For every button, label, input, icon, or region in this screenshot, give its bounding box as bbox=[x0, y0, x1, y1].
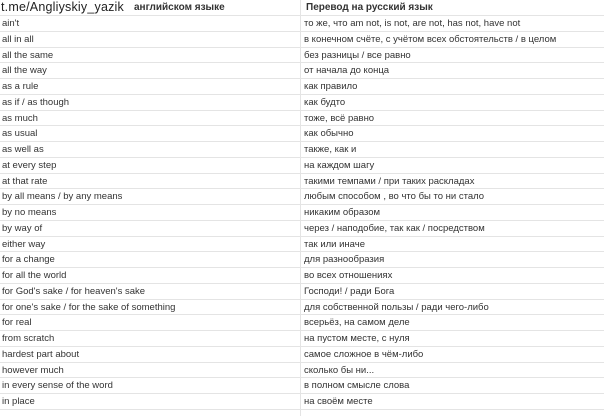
table-header bbox=[0, 0, 604, 16]
table-row bbox=[0, 158, 604, 174]
english-phrase: in place bbox=[2, 396, 35, 407]
russian-translation: в полном смысле слова bbox=[304, 380, 410, 392]
russian-translation: самое сложное в чём-либо bbox=[304, 348, 424, 360]
english-phrase: as well as bbox=[2, 144, 44, 155]
russian-translation: от начала до конца bbox=[304, 65, 390, 77]
english-phrase: as usual bbox=[2, 128, 38, 140]
russian-translation: как обычно bbox=[304, 128, 354, 140]
russian-translation: тоже, всё равно bbox=[304, 112, 375, 124]
table-row bbox=[0, 378, 604, 394]
table-row bbox=[0, 174, 604, 190]
russian-translation: любым способом , во что бы то ни стало bbox=[304, 191, 485, 203]
table-row bbox=[0, 331, 604, 347]
russian-translation: то же, что am not, is not, are not, has not, have not bbox=[304, 18, 521, 29]
russian-translation: для собственной пользы / ради чего-либо bbox=[304, 301, 489, 313]
table-row bbox=[0, 347, 604, 363]
table-row bbox=[0, 126, 604, 142]
english-phrase: by all means / by any means bbox=[2, 191, 123, 203]
english-phrase: for all the world bbox=[2, 270, 67, 281]
english-phrase: hardest part about bbox=[2, 348, 80, 360]
russian-translation: всерьёз, на самом деле bbox=[304, 317, 410, 329]
table-row bbox=[0, 79, 604, 95]
russian-translation: такими темпами / при таких раскладах bbox=[304, 175, 475, 187]
table-row bbox=[0, 284, 604, 300]
russian-translation: на своём месте bbox=[304, 396, 373, 407]
header-russian: Перевод на русский язык bbox=[306, 2, 433, 13]
table-row bbox=[0, 221, 604, 237]
english-phrase: by way of bbox=[2, 222, 43, 234]
table-row bbox=[0, 252, 604, 268]
table-row bbox=[0, 363, 604, 379]
table-row bbox=[0, 32, 604, 48]
table-row bbox=[0, 142, 604, 158]
english-phrase: at every step bbox=[2, 159, 57, 171]
english-phrase: for a change bbox=[2, 254, 55, 266]
table-row bbox=[0, 48, 604, 64]
table-row bbox=[0, 63, 604, 79]
english-phrase: all the same bbox=[2, 49, 54, 61]
english-phrase: either way bbox=[2, 238, 46, 250]
russian-translation: также, как и bbox=[304, 144, 357, 155]
phrase-table bbox=[0, 16, 604, 410]
russian-translation: никаким образом bbox=[304, 207, 381, 218]
table-row bbox=[0, 111, 604, 127]
english-phrase: however much bbox=[2, 364, 64, 376]
header-english: английском языке bbox=[134, 2, 225, 13]
english-phrase: all the way bbox=[2, 65, 47, 77]
russian-translation: на каждом шагу bbox=[304, 159, 375, 171]
russian-translation: в конечном счёте, с учётом всех обстоятельств / в целом bbox=[304, 33, 557, 45]
table-row bbox=[0, 394, 604, 410]
table-row bbox=[0, 205, 604, 221]
table-row bbox=[0, 268, 604, 284]
russian-translation: без разницы / все равно bbox=[304, 49, 411, 61]
watermark: t.me/Angliyskiy_yazik bbox=[1, 0, 124, 14]
english-phrase: in every sense of the word bbox=[2, 380, 113, 392]
russian-translation: для разнообразия bbox=[304, 254, 385, 266]
russian-translation: как правило bbox=[304, 81, 358, 92]
english-phrase: for real bbox=[2, 317, 32, 329]
english-phrase: for one's sake / for the sake of something bbox=[2, 301, 176, 313]
english-phrase: at that rate bbox=[2, 175, 48, 187]
english-phrase: as much bbox=[2, 112, 38, 124]
english-phrase: all in all bbox=[2, 33, 34, 45]
russian-translation: сколько бы ни... bbox=[304, 364, 375, 376]
table-row bbox=[0, 300, 604, 316]
russian-translation: во всех отношениях bbox=[304, 270, 393, 281]
russian-translation: на пустом месте, с нуля bbox=[304, 333, 410, 344]
english-phrase: as if / as though bbox=[2, 96, 70, 108]
table-row bbox=[0, 189, 604, 205]
table-row bbox=[0, 315, 604, 331]
russian-translation: так или иначе bbox=[304, 238, 365, 250]
table-row bbox=[0, 16, 604, 32]
russian-translation: Господи! / ради Бога bbox=[304, 285, 395, 297]
russian-translation: как будто bbox=[304, 96, 346, 108]
english-phrase: ain't bbox=[2, 18, 20, 29]
english-phrase: for God's sake / for heaven's sake bbox=[2, 285, 146, 297]
russian-translation: через / наподобие, так как / посредством bbox=[304, 222, 485, 234]
english-phrase: from scratch bbox=[2, 333, 55, 344]
english-phrase: as a rule bbox=[2, 81, 39, 92]
table-row bbox=[0, 95, 604, 111]
table-row bbox=[0, 237, 604, 253]
english-phrase: by no means bbox=[2, 207, 57, 218]
